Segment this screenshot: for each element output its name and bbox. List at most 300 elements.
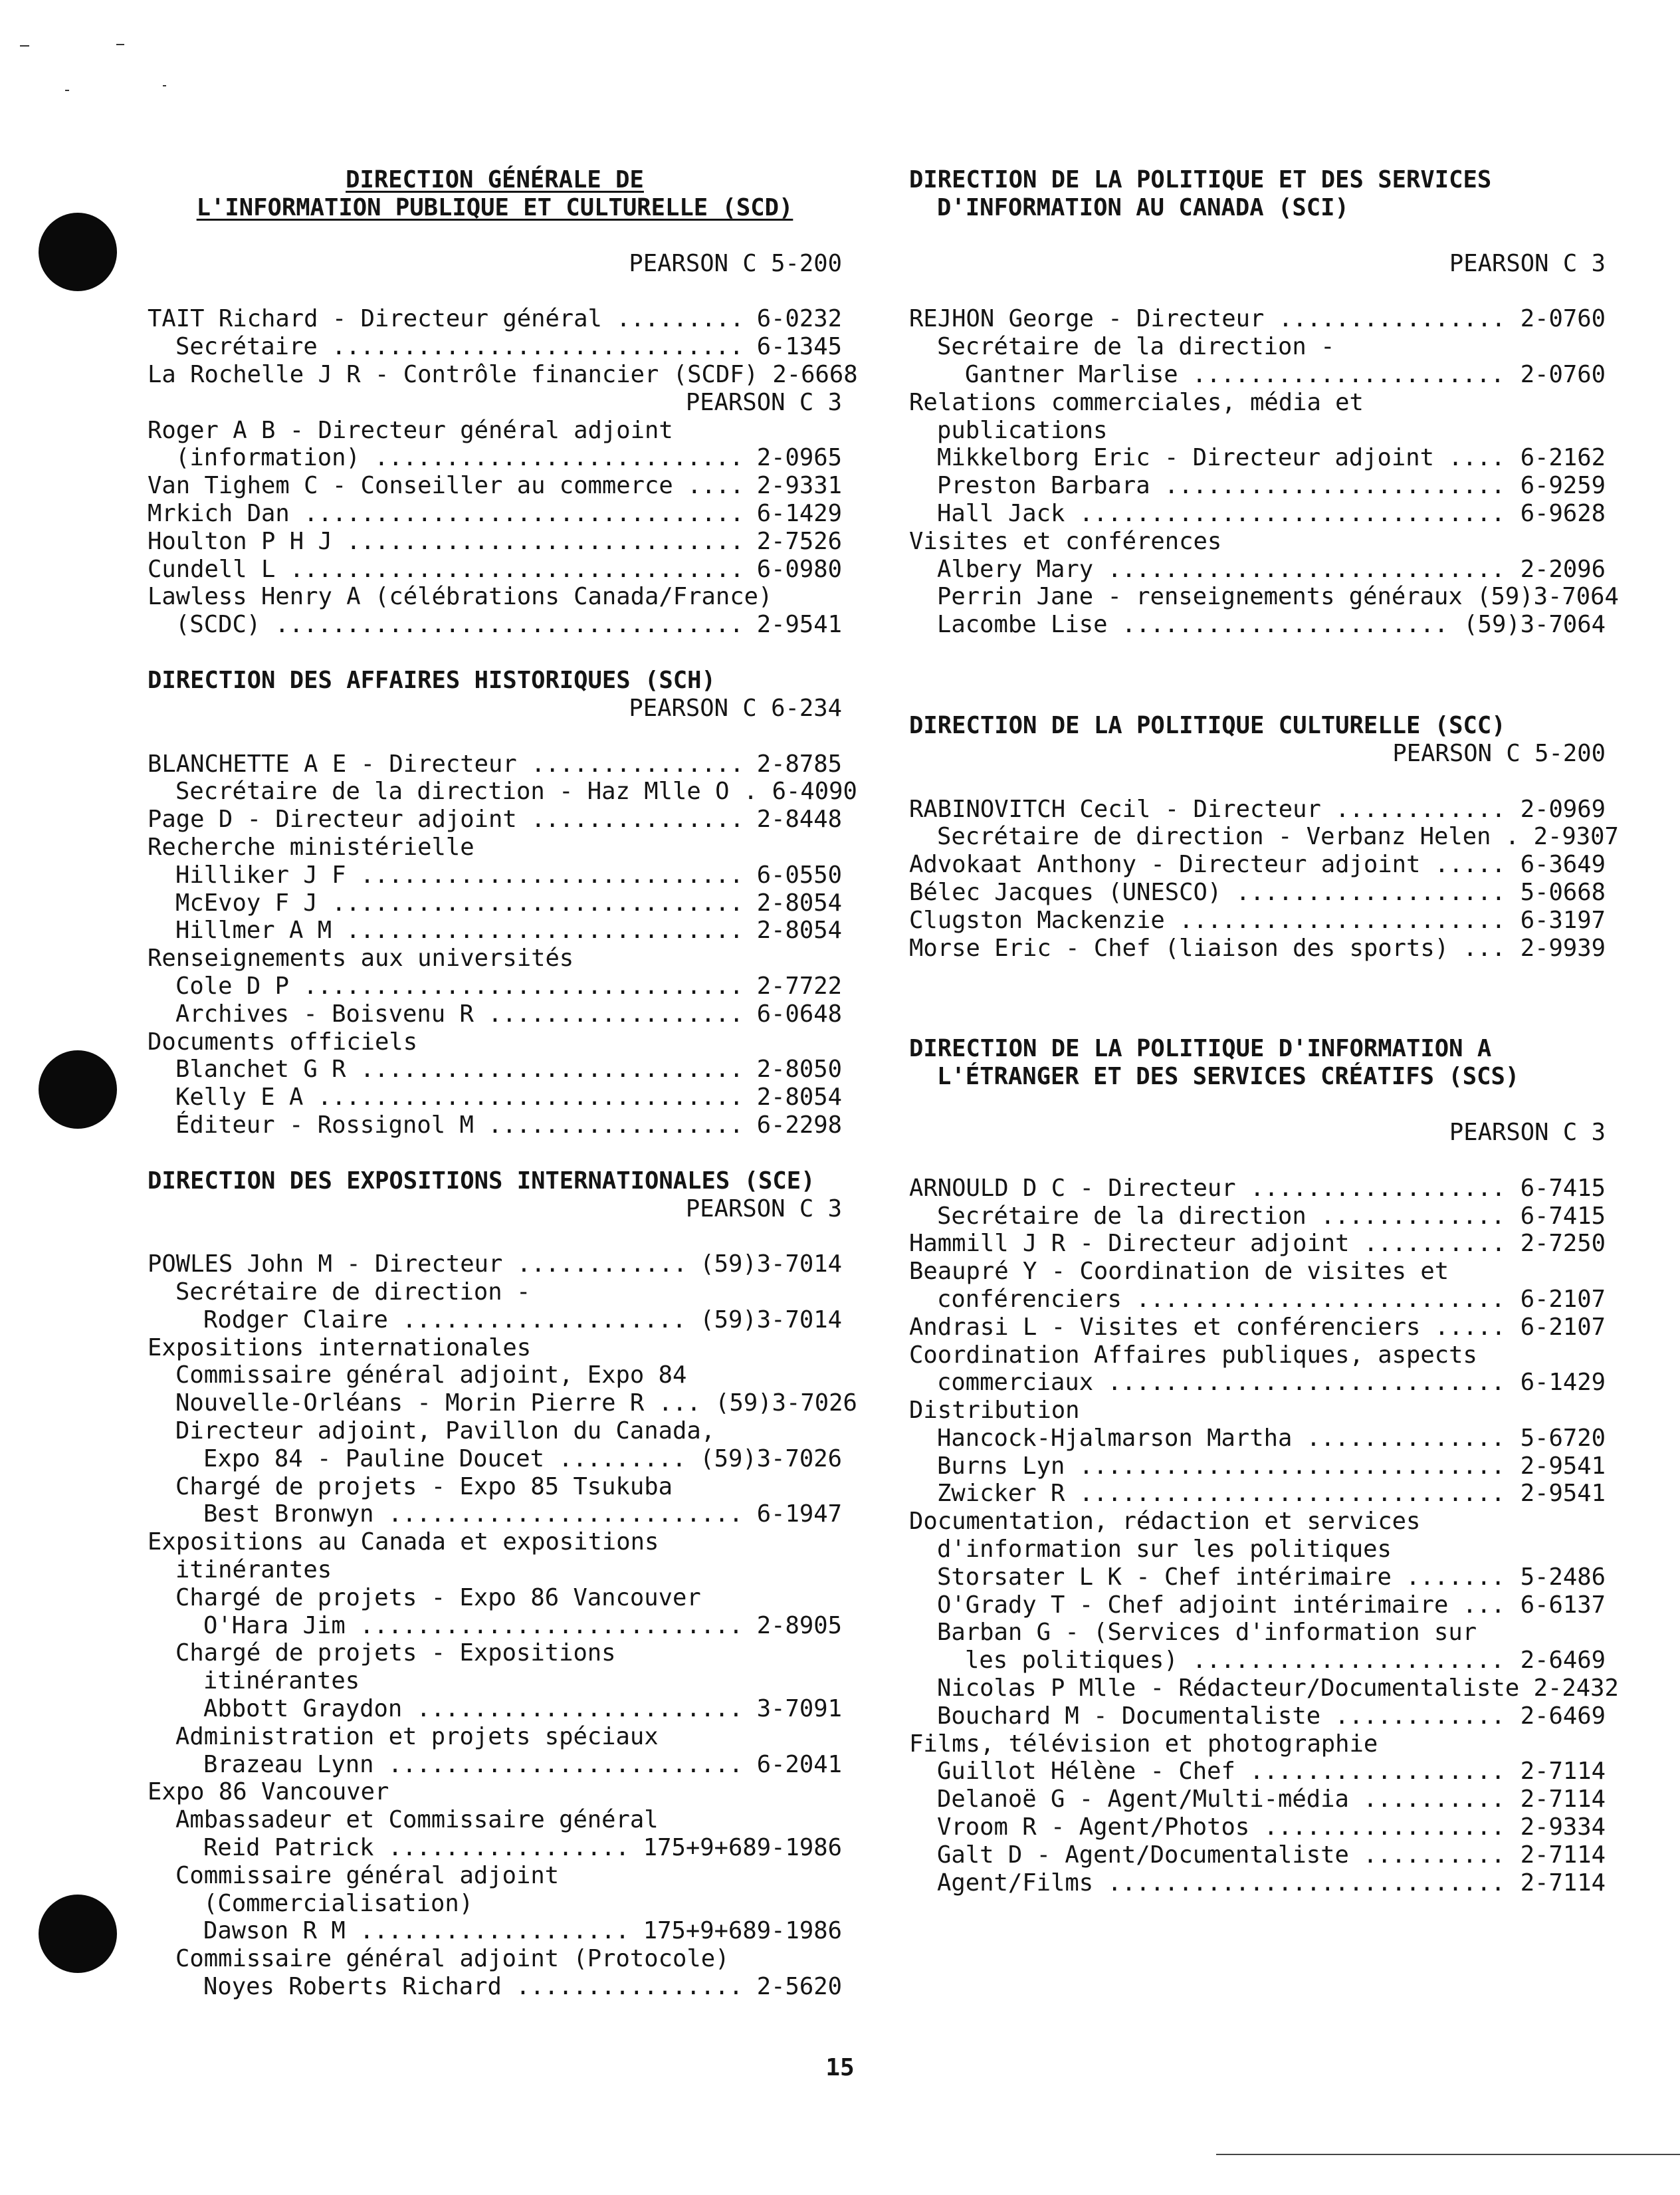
entry-name: O'Grady T - Chef adjoint intérimaire xyxy=(937,1591,1463,1619)
directory-entry xyxy=(148,611,842,639)
directory-entry xyxy=(148,973,842,1000)
entry-name: Ambassadeur et Commissaire général xyxy=(175,1806,659,1834)
entry-name: (Commercialisation) xyxy=(203,1889,474,1917)
dot-leader xyxy=(374,444,742,472)
entry-phone: 6-0550 xyxy=(742,861,842,889)
entry-phone: 2-8050 xyxy=(742,1056,842,1084)
entry-phone: (59)3-7014 xyxy=(685,1250,842,1278)
dot-leader xyxy=(1079,1452,1507,1480)
entry-name: La Rochelle J R - Contrôle financier (SCDF) xyxy=(148,360,759,388)
dot-leader xyxy=(1335,796,1506,824)
entry-name: Lawless Henry A (célébrations Canada/France) xyxy=(148,583,773,611)
directory-entry xyxy=(148,1667,842,1695)
directory-entry xyxy=(148,834,842,862)
dot-leader xyxy=(290,556,743,584)
entry-phone: 2-8054 xyxy=(742,917,842,945)
directory-entry xyxy=(909,1397,1606,1425)
entry-name: Coordination Affaires publiques, aspects xyxy=(909,1341,1477,1369)
directory-entry xyxy=(148,1250,842,1278)
directory-section xyxy=(909,1035,1619,1897)
directory-entry xyxy=(148,1556,842,1584)
directory-entry xyxy=(909,1369,1606,1397)
directory-entry xyxy=(148,1834,842,1862)
dot-leader xyxy=(558,1445,686,1473)
directory-entry xyxy=(148,1973,842,2001)
entry-phone: 2-0965 xyxy=(742,444,842,472)
dot-leader xyxy=(1320,1203,1506,1230)
dot-leader xyxy=(1107,556,1506,584)
entry-name: Burns Lyn xyxy=(937,1452,1079,1480)
directory-entry xyxy=(148,945,842,973)
entry-name: Expo 84 - Pauline Doucet xyxy=(203,1444,559,1472)
entry-name: Administration et projets spéciaux xyxy=(175,1722,659,1750)
entry-name: Chargé de projets - Expositions xyxy=(175,1639,616,1667)
directory-entry xyxy=(148,1334,842,1362)
entry-name: Secrétaire de direction - Verbanz Helen xyxy=(937,823,1491,851)
dot-leader xyxy=(332,333,742,361)
entry-phone: 6-1429 xyxy=(1506,1369,1606,1397)
entry-name: Renseignements aux universités xyxy=(148,945,574,973)
dot-leader xyxy=(1435,1314,1507,1341)
dot-leader xyxy=(1307,1425,1507,1452)
entry-name: Vroom R - Agent/Photos xyxy=(937,1813,1264,1841)
directory-entry xyxy=(909,851,1606,879)
directory-entry xyxy=(909,583,1619,611)
entry-phone: 6-9259 xyxy=(1506,472,1606,500)
entry-name: (information) xyxy=(175,444,375,472)
entry-name: Mrkich Dan xyxy=(148,499,304,527)
entry-name: Houlton P H J xyxy=(148,527,347,555)
dot-leader xyxy=(1236,879,1507,907)
entry-name: Secrétaire de la direction - xyxy=(937,333,1335,361)
entry-phone: 6-2162 xyxy=(1506,444,1606,472)
entry-name: RABINOVITCH Cecil - Directeur xyxy=(909,795,1336,823)
entry-name: Storsater L K - Chef intérimaire xyxy=(937,1563,1406,1591)
entry-name: Roger A B - Directeur général adjoint xyxy=(148,416,673,444)
entry-name: conférenciers xyxy=(937,1285,1136,1313)
dot-leader xyxy=(1463,935,1507,963)
scan-speck xyxy=(20,45,29,47)
entry-name: Hancock-Hjalmarson Martha xyxy=(937,1424,1307,1452)
directory-entry xyxy=(909,879,1606,907)
directory-entry xyxy=(909,1452,1606,1480)
entry-phone: 6-7415 xyxy=(1506,1174,1606,1202)
dot-leader xyxy=(1334,1702,1506,1730)
directory-entry xyxy=(148,1890,842,1918)
entry-phone: 2-7114 xyxy=(1506,1758,1606,1786)
directory-entry xyxy=(909,611,1606,639)
entry-name: Kelly E A xyxy=(175,1084,318,1111)
entry-name: Delanoë G - Agent/Multi-média xyxy=(937,1786,1364,1813)
entry-name: Gantner Marlise xyxy=(965,360,1192,388)
directory-section xyxy=(909,711,1619,962)
entry-phone: 6-9628 xyxy=(1506,499,1606,527)
directory-entry xyxy=(909,1480,1606,1508)
entry-phone: . 6-4090 xyxy=(729,778,857,806)
entry-name: Albery Mary xyxy=(937,555,1108,583)
dot-leader xyxy=(1264,1813,1507,1841)
entry-name: Recherche ministérielle xyxy=(148,833,474,861)
directory-entry xyxy=(148,417,842,445)
entry-name: Clugston Mackenzie xyxy=(909,906,1180,934)
left-column xyxy=(148,166,858,2001)
entry-name: Van Tighem C - Conseiller au commerce xyxy=(148,472,688,500)
directory-entry xyxy=(148,1806,842,1834)
entry-name: Noyes Roberts Richard xyxy=(203,1973,516,2001)
directory-entry xyxy=(148,1751,842,1779)
directory-entry xyxy=(909,1758,1606,1786)
entry-phone: 2-9331 xyxy=(742,472,842,500)
entry-name: Abbott Graydon xyxy=(203,1695,417,1723)
directory-entry xyxy=(909,500,1606,528)
entry-name: BLANCHETTE A E - Directeur xyxy=(148,750,532,778)
entry-name: POWLES John M - Directeur xyxy=(148,1250,517,1278)
dot-leader xyxy=(516,1973,742,2001)
dot-leader xyxy=(360,1917,629,1945)
entry-name: Distribution xyxy=(909,1397,1080,1425)
entry-name: Relations commerciales, média et xyxy=(909,388,1364,416)
entry-phone: 5-2486 xyxy=(1506,1563,1606,1591)
entry-phone: 2-8905 xyxy=(742,1611,842,1639)
scan-speck xyxy=(163,85,166,86)
directory-section xyxy=(148,666,857,1139)
dot-leader xyxy=(531,806,742,834)
entry-name: (SCDC) xyxy=(175,611,275,639)
entry-phone: 6-2107 xyxy=(1506,1285,1606,1313)
directory-entry xyxy=(148,472,842,500)
entry-phone: 2-0969 xyxy=(1506,795,1606,823)
dot-leader xyxy=(1448,444,1506,472)
entry-phone: 2-2432 xyxy=(1519,1675,1619,1702)
dot-leader xyxy=(318,1084,743,1111)
entry-phone: 3-7091 xyxy=(742,1695,842,1723)
dot-leader xyxy=(417,1695,743,1723)
entry-name: Nicolas P Mlle - Rédacteur/Documentaliste xyxy=(937,1675,1520,1702)
directory-entry xyxy=(148,1306,842,1334)
dot-leader xyxy=(616,305,742,333)
directory-entry xyxy=(148,889,842,917)
entry-phone: 2-7722 xyxy=(742,972,842,1000)
dot-leader xyxy=(360,1056,743,1084)
directory-entry xyxy=(909,907,1606,935)
entry-name: Guillot Hélène - Chef xyxy=(937,1758,1250,1786)
directory-entry xyxy=(909,1591,1606,1619)
entry-name: Galt D - Agent/Documentaliste xyxy=(937,1841,1364,1869)
entry-phone: 6-3197 xyxy=(1506,906,1606,934)
dot-leader xyxy=(1079,500,1507,528)
entry-name: Best Bronwyn xyxy=(203,1500,388,1528)
directory-entry xyxy=(148,1695,842,1723)
section-title-line: DIRECTION DES EXPOSITIONS INTERNATIONALES (SCE) xyxy=(148,1167,815,1195)
entry-phone: 2-0760 xyxy=(1506,360,1606,388)
entry-phone: 2-8448 xyxy=(742,806,842,834)
dot-leader xyxy=(1406,1563,1506,1591)
entry-name: Expositions internationales xyxy=(148,1333,532,1361)
scan-speck xyxy=(65,90,69,91)
entry-name: Visites et conférences xyxy=(909,527,1222,555)
entry-phone: 2-6668 xyxy=(758,360,858,388)
section-title xyxy=(148,166,842,222)
entry-name: ARNOULD D C - Directeur xyxy=(909,1174,1250,1202)
entry-name: Perrin Jane - renseignements généraux xyxy=(937,583,1477,611)
directory-section xyxy=(909,166,1619,639)
entry-phone: 2-8785 xyxy=(742,750,842,778)
entry-name: Hammill J R - Directeur adjoint xyxy=(909,1230,1364,1258)
entry-phone: 2-7114 xyxy=(1506,1841,1606,1869)
entry-name: Documentation, rédaction et services xyxy=(909,1508,1421,1536)
section-location: PEARSON C 3 xyxy=(1449,1118,1606,1146)
directory-entry xyxy=(148,1417,842,1445)
directory-entry xyxy=(909,1286,1606,1314)
entry-name: Agent/Films xyxy=(937,1869,1108,1897)
dot-leader xyxy=(687,472,742,500)
section-title xyxy=(909,1035,1606,1091)
dot-leader xyxy=(1192,361,1506,389)
entry-phone: 6-1345 xyxy=(742,333,842,361)
entry-name: Dawson R M xyxy=(203,1917,360,1945)
directory-entry xyxy=(148,444,842,472)
dot-leader xyxy=(275,611,743,639)
entry-phone: 2-7114 xyxy=(1506,1786,1606,1813)
entry-name: itinérantes xyxy=(203,1667,360,1695)
section-title-line: DIRECTION DES AFFAIRES HISTORIQUES (SCH) xyxy=(148,666,716,694)
entry-phone: 2-6469 xyxy=(1506,1647,1606,1675)
directory-entry xyxy=(909,1702,1606,1730)
entry-phone: 2-6469 xyxy=(1506,1702,1606,1730)
entry-phone: 6-3649 xyxy=(1506,851,1606,879)
punch-hole-top xyxy=(39,213,117,291)
dot-leader xyxy=(346,917,742,945)
entry-phone: (59)3-7064 xyxy=(1449,611,1606,639)
directory-entry xyxy=(909,1786,1606,1813)
directory-entry xyxy=(148,528,842,556)
directory-section xyxy=(148,166,858,639)
dot-leader xyxy=(517,1250,686,1278)
entry-name: Advokaat Anthony - Directeur adjoint xyxy=(909,851,1435,879)
entry-name: Hilliker J F xyxy=(175,861,360,889)
entry-phone: 2-9541 xyxy=(1506,1480,1606,1508)
entry-phone: 6-1429 xyxy=(742,499,842,527)
directory-entry xyxy=(148,1361,842,1389)
dot-leader xyxy=(1363,1841,1506,1869)
directory-entry xyxy=(909,361,1606,389)
dot-leader xyxy=(346,528,742,556)
section-title-line: DIRECTION DE LA POLITIQUE CULTURELLE (SCC) xyxy=(909,711,1506,739)
directory-entry xyxy=(148,1084,842,1111)
entry-phone: 2-7526 xyxy=(742,527,842,555)
directory-entry xyxy=(148,1639,842,1667)
directory-entry xyxy=(909,528,1606,556)
directory-entry xyxy=(909,305,1606,333)
entry-name: publications xyxy=(937,416,1108,444)
directory-entry xyxy=(148,917,842,945)
entry-name: Hillmer A M xyxy=(175,917,346,945)
section-title-line: L'ÉTRANGER ET DES SERVICES CRÉATIFS (SCS) xyxy=(937,1063,1520,1091)
entry-name: commerciaux xyxy=(937,1369,1108,1397)
directory-entry xyxy=(148,1778,842,1806)
entry-phone: 6-0980 xyxy=(742,555,842,583)
directory-entry xyxy=(148,1445,842,1473)
entry-name: Lacombe Lise xyxy=(937,611,1122,639)
dot-leader xyxy=(1435,851,1507,879)
directory-entry xyxy=(148,360,858,389)
dot-leader xyxy=(1363,1786,1506,1813)
entry-name: Hall Jack xyxy=(937,499,1079,527)
directory-entry xyxy=(148,1862,842,1890)
section-location: PEARSON C 3 xyxy=(1449,249,1606,277)
entry-phone: 6-2298 xyxy=(742,1111,842,1139)
directory-entry xyxy=(148,1278,842,1306)
entry-phone: (59)3-7064 xyxy=(1477,583,1619,611)
section-title-line: DIRECTION DE LA POLITIQUE D'INFORMATION A xyxy=(909,1035,1492,1063)
directory-entry xyxy=(148,1111,842,1139)
entry-name: Reid Patrick xyxy=(203,1834,388,1862)
entry-name: Nouvelle-Orléans - Morin Pierre R ... xyxy=(175,1389,716,1417)
entry-name: Cundell L xyxy=(148,555,290,583)
section-location: PEARSON C 6-234 xyxy=(629,694,842,722)
entry-phone: 2-9541 xyxy=(742,611,842,639)
dot-leader xyxy=(1250,1175,1506,1203)
dot-leader xyxy=(488,1111,742,1139)
entry-phone: 2-7114 xyxy=(1506,1869,1606,1897)
entry-phone: 6-0648 xyxy=(742,1000,842,1028)
directory-entry xyxy=(909,417,1606,445)
directory-entry xyxy=(148,778,857,806)
entry-name: d'information sur les politiques xyxy=(937,1536,1392,1563)
entry-phone: 175+9+689-1986 xyxy=(629,1834,842,1862)
punch-hole-bottom xyxy=(39,1895,117,1973)
dot-leader xyxy=(388,1751,743,1779)
dot-leader xyxy=(1179,907,1506,935)
directory-entry xyxy=(148,1723,842,1751)
entry-phone: 2-9939 xyxy=(1506,934,1606,962)
section-title xyxy=(148,1167,842,1195)
directory-entry xyxy=(909,1175,1606,1203)
entry-name: Commissaire général adjoint (Protocole) xyxy=(175,1945,730,1973)
entry-name: Barban G - (Services d'information sur xyxy=(937,1619,1477,1647)
entry-phone: 6-2041 xyxy=(742,1750,842,1778)
section-location: PEARSON C 3 xyxy=(685,1195,842,1222)
entry-name: Zwicker R xyxy=(937,1480,1079,1508)
entry-name: Secrétaire de direction - xyxy=(175,1278,531,1306)
entry-name: Commissaire général adjoint, Expo 84 xyxy=(175,1361,687,1389)
directory-entry xyxy=(148,305,842,333)
entry-phone: 6-2107 xyxy=(1506,1313,1606,1341)
entry-name: Commissaire général adjoint xyxy=(175,1861,560,1889)
entry-name: Andrasi L - Visites et conférenciers xyxy=(909,1313,1435,1341)
page-number: 15 xyxy=(825,2054,855,2081)
entry-name: Bélec Jacques (UNESCO) xyxy=(909,878,1236,906)
directory-entry xyxy=(909,1314,1606,1341)
entry-name: Morse Eric - Chef (liaison des sports) xyxy=(909,934,1463,962)
directory-entry xyxy=(148,556,842,584)
entry-phone: 2-9334 xyxy=(1506,1813,1606,1841)
directory-entry xyxy=(148,862,842,889)
directory-entry xyxy=(148,1028,842,1056)
entry-name: Documents officiels xyxy=(148,1028,418,1056)
dot-leader xyxy=(531,751,742,778)
dot-leader xyxy=(1364,1230,1506,1258)
entry-phone: 6-0232 xyxy=(742,305,842,333)
scan-speck xyxy=(1216,2154,1680,2155)
directory-entry xyxy=(148,583,842,611)
entry-name: Brazeau Lynn xyxy=(203,1750,388,1778)
directory-entry xyxy=(909,1841,1606,1869)
entry-phone: 5-0668 xyxy=(1506,878,1606,906)
entry-phone: (59)3-7026 xyxy=(685,1444,842,1472)
entry-name: Chargé de projets - Expo 86 Vancouver xyxy=(175,1583,701,1611)
dot-leader xyxy=(1192,1647,1506,1675)
directory-entry xyxy=(148,1945,842,1973)
directory-entry xyxy=(148,1612,842,1640)
directory-entry xyxy=(909,796,1606,824)
directory-entry xyxy=(909,472,1606,500)
directory-entry xyxy=(148,1500,842,1528)
dot-leader xyxy=(1107,1369,1506,1397)
directory-entry xyxy=(909,444,1606,472)
directory-entry xyxy=(148,1056,842,1084)
entry-name: McEvoy F J xyxy=(175,889,332,917)
entry-name: Directeur adjoint, Pavillon du Canada, xyxy=(175,1417,716,1445)
directory-entry xyxy=(909,1536,1606,1563)
directory-entry xyxy=(909,1341,1606,1369)
directory-entry xyxy=(148,500,842,528)
entry-phone: 2-7250 xyxy=(1506,1230,1606,1258)
entry-name: Mikkelborg Eric - Directeur adjoint xyxy=(937,444,1449,472)
section-title-line: D'INFORMATION AU CANADA (SCI) xyxy=(937,193,1349,221)
dot-leader xyxy=(488,1000,742,1028)
entry-name: Bouchard M - Documentaliste xyxy=(937,1702,1335,1730)
entry-name: Beaupré Y - Coordination de visites et xyxy=(909,1258,1449,1286)
section-title xyxy=(909,166,1606,222)
entry-name: Expositions au Canada et expositions xyxy=(148,1528,659,1556)
sub-location: PEARSON C 3 xyxy=(685,388,842,416)
section-title xyxy=(148,667,842,695)
directory-entry xyxy=(909,1730,1606,1758)
dot-leader xyxy=(360,862,743,889)
directory-entry xyxy=(909,1647,1606,1675)
entry-name: Secrétaire de la direction xyxy=(937,1202,1321,1230)
entry-name: Preston Barbara xyxy=(937,472,1164,500)
directory-entry xyxy=(148,1584,842,1612)
scan-speck xyxy=(116,44,124,45)
directory-entry xyxy=(148,806,842,834)
right-column xyxy=(909,166,1619,1897)
entry-phone: 6-7415 xyxy=(1506,1202,1606,1230)
entry-name: Secrétaire de la direction - Haz Mlle O xyxy=(175,778,730,806)
directory-entry xyxy=(909,1619,1606,1647)
dot-leader xyxy=(1107,1869,1506,1897)
directory-entry xyxy=(148,1917,842,1945)
directory-entry xyxy=(909,935,1606,963)
entry-phone: 6-6137 xyxy=(1506,1591,1606,1619)
entry-phone: 175+9+689-1986 xyxy=(629,1917,842,1945)
dot-leader xyxy=(1079,1480,1507,1508)
dot-leader xyxy=(1279,305,1507,333)
punch-hole-middle xyxy=(39,1050,117,1129)
entry-name: O'Hara Jim xyxy=(203,1611,360,1639)
directory-entry xyxy=(909,1563,1606,1591)
section-location: PEARSON C 5-200 xyxy=(629,249,842,277)
section-title-line: DIRECTION DE LA POLITIQUE ET DES SERVICES xyxy=(909,166,1492,193)
dot-leader xyxy=(1164,472,1506,500)
directory-entry xyxy=(909,1869,1606,1897)
directory-entry xyxy=(148,1000,842,1028)
directory-entry xyxy=(909,333,1606,361)
directory-entry xyxy=(909,1425,1606,1452)
dot-leader xyxy=(360,1612,742,1640)
entry-name: Page D - Directeur adjoint xyxy=(148,806,532,834)
